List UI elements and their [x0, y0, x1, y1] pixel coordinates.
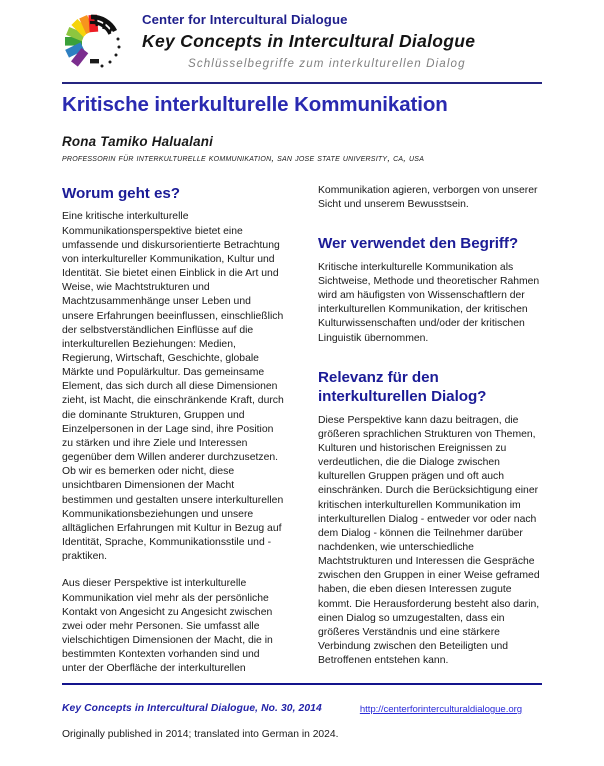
paragraph: Kritische interkulturelle Kommunikation als Sichtweise, Methode und theoretischer Rahmen wird am häufigsten von Wissenschaftlern der interkulturellen Kommunikation, der kritischen Kulturwissenschaften und/oder der kritischen Linguistik übernommen. — [318, 261, 540, 344]
paragraph: Eine kritische interkulturelle Kommunikationsperspektive bietet eine umfassende und diskursorientierte Betrachtung von interkultureller Kommunikation, Kultur und Identität. Sie bietet einen Einblick in die Art und Weise, wie Machtstrukturen und Machtzusammenhänge unser Leben und unsere Erfahrungen beeinflussen, einschließlich der selbstverständlichen Einflüsse auf die interkulturellen Beziehungen: Medien, Regierung, Wirtschaft, Geschichte, globale Märkte und Populärkultur. Das gemeinsame Element, das sich durch all diese Dimensionen zieht, ist Macht, die einschränkende Kraft, durch die dominante Strukturen, Gruppen und Einzelpersonen in der Lage sind, ihre Position zu stärken und ihre Ziele und Interessen gegenüber dem Willen anderer durchzusetzen. Ob wir es bemerken oder nicht, diese unsichtbaren Dimensionen der Macht bestimmen und gestalten unsere interkulturellen Kommunikationsbeziehungen und unsere alltäglichen Erfahrungen mit Kultur in Bezug auf Identität, Sprache, Kommunikationsstile und -praktiken. — [62, 211, 284, 563]
footer-citation: Key Concepts in Intercultural Dialogue, No. 30, 2014 — [62, 703, 322, 714]
paragraph-continued: Kommunikation agieren, verborgen von unserer Sicht und unserem Bewusstsein. — [318, 185, 538, 211]
footer-publication-note: Originally published in 2014; translated into German in 2024. — [62, 729, 339, 740]
section-heading-wer-verwendet-den-begriff: Wer verwendet den Begriff? — [318, 235, 519, 253]
section-heading-worum-geht-es: Worum geht es? — [62, 185, 180, 202]
section-heading-relevanz-fuer-den-interkulturellen-dialog: Relevanz für den interkulturellen Dialog? — [318, 368, 487, 406]
footer-divider — [62, 683, 542, 685]
footer — [62, 703, 542, 715]
masthead-text — [142, 10, 475, 70]
cid-rainbow-c-logo-icon — [62, 12, 124, 74]
page-title: Kritische interkulturelle Kommunikation — [62, 93, 448, 116]
header-divider — [62, 82, 542, 84]
organization-name: Center for Intercultural Dialogue — [142, 12, 348, 27]
left-column — [62, 184, 284, 676]
author-affiliation: professorin für interkulturelle kommunikation, san jose state university, ca, usa — [62, 152, 425, 163]
right-column — [318, 184, 540, 668]
masthead — [62, 10, 542, 78]
footer-website-link[interactable]: http://centerforinterculturaldialogue.org — [359, 704, 523, 715]
author-name: Rona Tamiko Halualani — [62, 134, 214, 149]
paragraph: Aus dieser Perspektive ist interkulturelle Kommunikation viel mehr als der persönliche Kontakt von Angesicht zu Angesicht zwischen zwei oder mehr Personen. Sie umfasst alle vielschichtigen Dimensionen der Macht, die in bestimmten Kontexten vorhanden sind und unter der Oberfläche der interkulturellen — [62, 578, 273, 675]
series-subtitle-german: Schlüsselbegriffe zum interkulturellen Dialog — [188, 56, 466, 70]
series-title: Key Concepts in Intercultural Dialogue — [142, 31, 476, 52]
paragraph: Diese Perspektive kann dazu beitragen, die größeren sprachlichen Strukturen von Themen, Kulturen und historischen Ereignissen zu verdeutlichen, die die Dialoge zwischen kulturellen Gruppen prägen und oft auch einschränken. Durch die Berücksichtigung einer kritischen interkulturellen Kommunikation im interkulturellen Dialog - entweder vor oder nach dem Dialog - können die Teilnehmer darüber nachdenken, wie unterschiedliche Machtstrukturen und Interessen die Gespräche zwischen den Gruppen in einer Weise geframed haben, die eben diesen Interessen zugute kommt. Die Herausforderung besteht also darin, einen Dialog so umzugestalten, dass ein größeres Verständnis und eine stärkere Verbindung zwischen den Beteiligten und Betroffenen entstehen kann. — [318, 414, 540, 667]
